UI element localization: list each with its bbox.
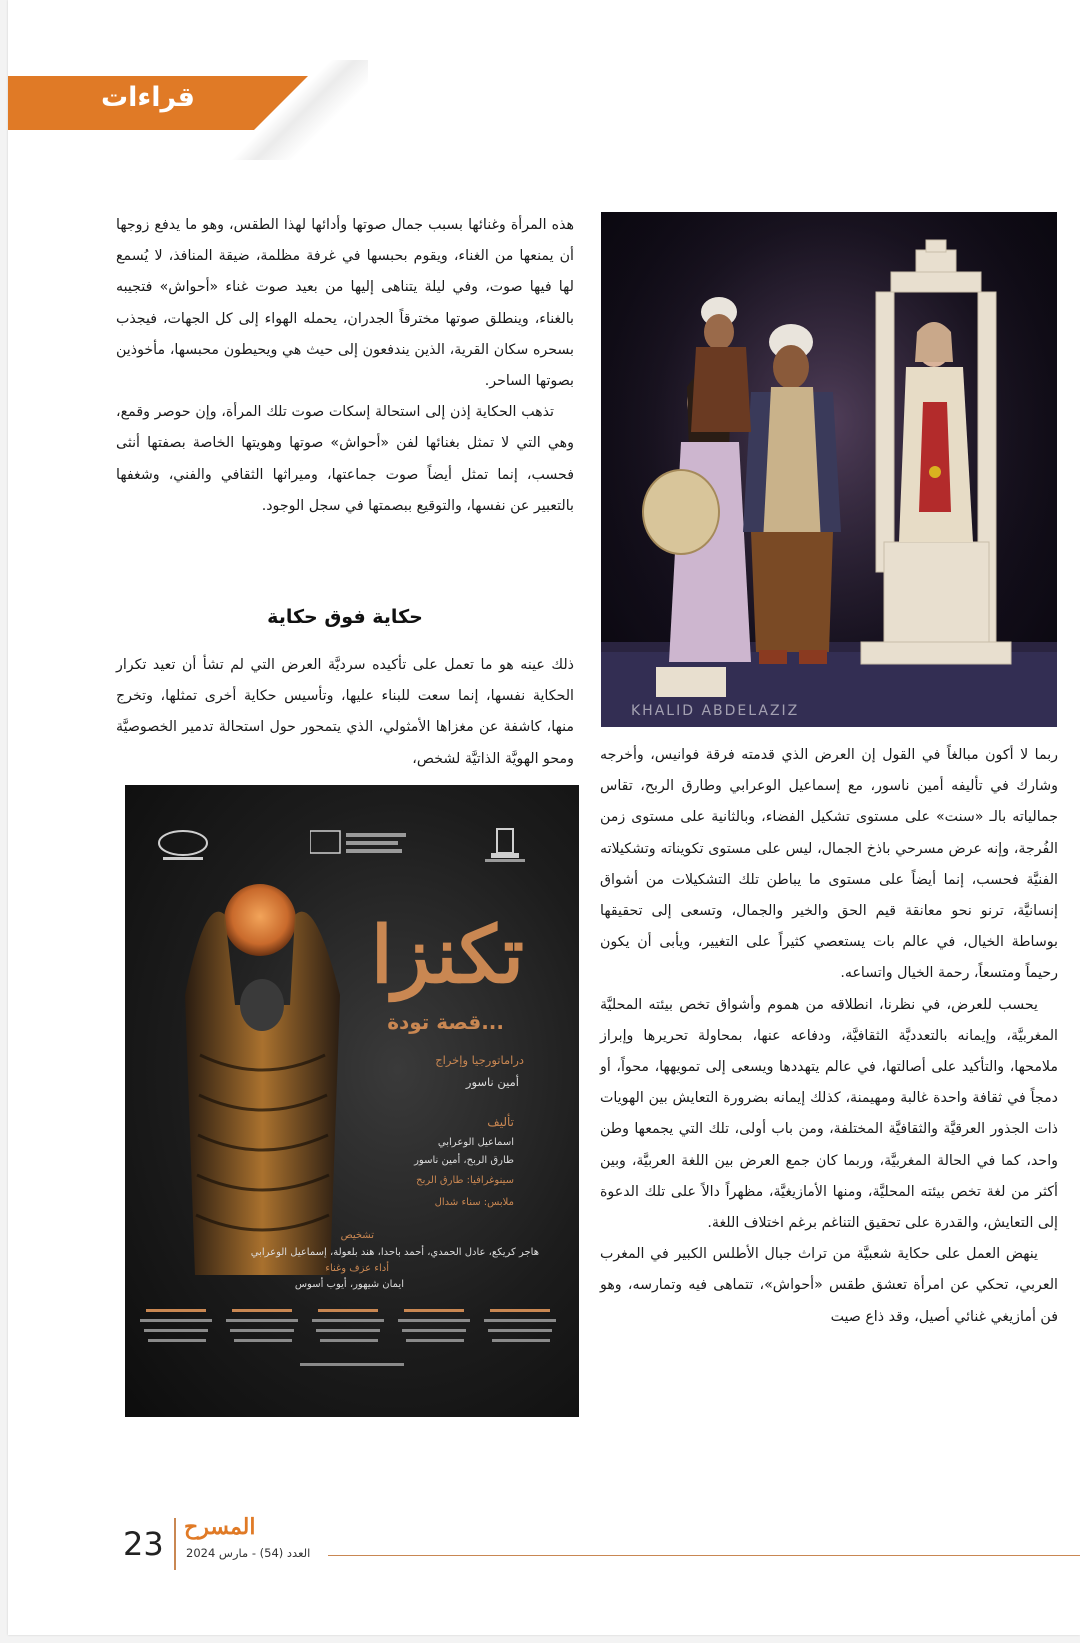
stage-photo xyxy=(601,212,1057,727)
magazine-logo: المسرح xyxy=(184,1514,256,1540)
paragraph: هذه المرأة وغنائها بسبب جمال صوتها وأدائها لهذا الطقس، وهو ما يدفع زوجها أن يمنعها من الغناء، ويقوم بحبسها في غرفة مظلمة، ضيقة المنافذ، لا يُسمع لها فيها صوت، وفي ليلة يتناهى إليها من بعيد صوت غناء «أحواش» فتجيبه بالغناء، وينطلق صوتها مخترقاً الجدران، يحمله الهواء إلى كل الجهات، فيجذب بسحره سكان القرية، الذين يندفعون إلى حيث هي ويحيطون محبسها، مأخوذين بصوتها الساحر. xyxy=(116,217,574,390)
poster-author-1: اسماعيل الوعرابي xyxy=(437,1137,514,1148)
issue-info: العدد (54) - مارس 2024 xyxy=(186,1546,311,1560)
paragraph: تذهب الحكاية إذن إلى استحالة إسكات صوت تلك المرأة، وإن حوصر وقمع، وهي التي لا تمثل بغنائها لفن «أحواش» صوتها وهويتها الخاصة بصفتها أنثى فحسب، إنما تمثل أيضاً صوت جماعتها، وميراثها الثقافي والفني، وشغفها بالتعبير عن نفسها، والتوقيع ببصمتها في سجل الوجود. xyxy=(116,404,574,514)
poster-author-2: طارق الربح، أمين ناسور xyxy=(414,1155,514,1166)
paragraph: يحسب للعرض، في نظرنا، انطلاقه من هموم وأشواق تخص بيئته المحليَّة المغربيَّة، وإيمانه بالتعدديَّة الثقافيَّة، ودفاعه عنها، بمحاولة تحريرها وإبراز ملامحها، والتأكيد على أصالتها، في عالم يتهددها ويسعى إلى تمويهها، محواً، أو دمجاً في ثقافة واحدة غالبة ومهيمنة، كذلك إيمانه بضرورة التعايش بين الهويات ذات الجذور العرقيَّة والثقافيَّة المختلفة، ومن باب أولى، تلك التي يجمعها وطن واحد، كما في الحالة المغربيَّة، وربما كان جمع العرض بين اللغة العربيَّة، وبين أكثر من لغة تخص بيئته المحليَّة، ومنها الأمازيغيَّة، مظهراً دالاً على تلك الدعوة إلى التعايش، والقدرة على تحقيق التناغم برغم اختلاف اللغة. xyxy=(600,996,1058,1232)
poster-scenography: سينوغرافيا: طارق الربح xyxy=(416,1175,514,1186)
play-poster xyxy=(125,785,579,1417)
section-title: قراءات xyxy=(101,82,195,113)
poster-credits-block xyxy=(140,1305,564,1405)
poster-cast-label: تشخيص xyxy=(340,1230,374,1241)
poster-musicians: ايمان شيهور، أيوب أسوس xyxy=(294,1279,404,1290)
poster-music-label: أداء عزف وغناء xyxy=(325,1263,389,1274)
section-header-shadow xyxy=(218,60,368,160)
article-subheading: حكاية فوق حكاية xyxy=(267,606,423,628)
paragraph: ربما لا أكون مبالغاً في القول إن العرض الذي قدمته فرقة فوانيس، وأخرجه وشارك في تأليفه أمين ناسور، مع إسماعيل الوعرابي وطارق الربح، تقاس جمالياته بالـ «سنت» على مستوى تشكيل الفضاء، وبالثانية على مستوى زمن الفُرجة، وإنه عرض مسرحي باذخ الجمال، ليس على مستوى تكويناته وتشكيلاته الفنيَّة فحسب، إنما أيضاً على مستوى ما يباطن تلك التشكيلات من أشواق إنسانيَّة، ترنو نحو معانقة قيم الحق والخير والجمال، وتسعى إلى تحقيقها بوساطة الخيال، في عالم بات يستعصي كثيراً على التغيير، ويأبى أن يكون رحيماً ومتسعاً، رحمة الخيال واتساعه. xyxy=(600,747,1058,982)
poster-director: أمين ناسور xyxy=(465,1075,519,1089)
poster-authorship-label: تأليف xyxy=(487,1115,514,1129)
footer-rule xyxy=(328,1555,1080,1556)
theatre-emblem-logo xyxy=(475,825,535,865)
poster-dramaturgy-label: دراماتورجيا وإخراج xyxy=(435,1053,524,1067)
right-column xyxy=(600,740,1058,1333)
left-column-top xyxy=(116,210,574,522)
poster-costumes: ملابس: سناء شدال xyxy=(434,1197,514,1208)
magazine-page xyxy=(8,0,1080,1635)
photo-watermark: KHALID ABDELAZIZ xyxy=(631,703,800,719)
paragraph: ذلك عينه هو ما تعمل على تأكيده سرديَّة العرض التي لم تشأ أن تعيد تكرار الحكاية نفسها، إنما سعت للبناء عليها، وتأسيس حكاية أخرى تمثلها، وتخرج منها، كاشفة عن مغزاها الأمثولي، الذي يتمحور حول استحالة تدمير الخصوصيَّة ومحو الهويَّة الذاتيَّة لشخص، xyxy=(116,657,574,767)
stage-scene-illustration xyxy=(601,212,1057,727)
left-column-sub xyxy=(116,650,574,775)
poster-subtitle: ...قصة تودة xyxy=(387,1010,504,1034)
footer-divider xyxy=(174,1518,176,1570)
poster-cast: هاجر كريكع، عادل الحمدي، أحمد باحدا، هند بلعولة، إسماعيل الوعرابي xyxy=(250,1247,539,1258)
paragraph: ينهض العمل على حكاية شعبيَّة من تراث جبال الأطلس الكبير في المغرب العربي، تحكي عن امرأة تعشق طقس «أحواش»، تتماهى فيه وتمارسه، وهو فن أمازيغي غنائي أصيل، وقد ذاع صيت xyxy=(600,1246,1058,1325)
poster-title: تكنزا xyxy=(370,910,524,1001)
page-number: 23 xyxy=(123,1525,164,1563)
